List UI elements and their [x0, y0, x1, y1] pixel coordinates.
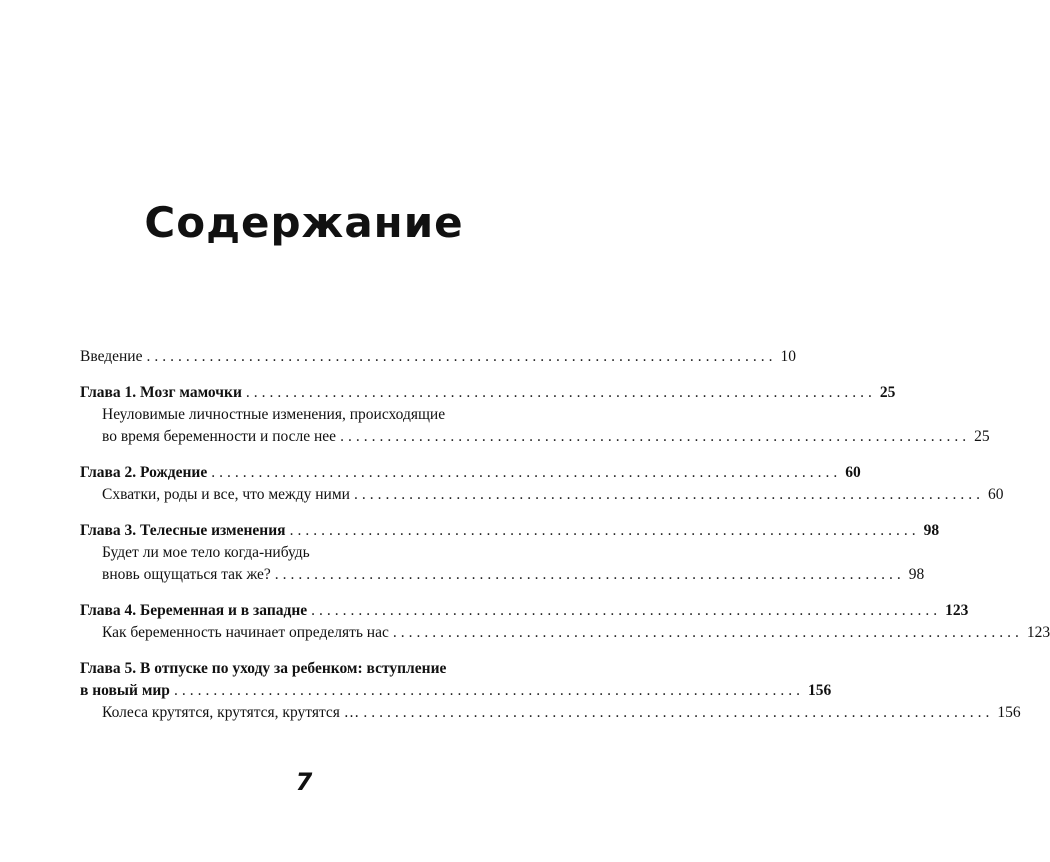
toc-entry-text: Будет ли мое тело когда-нибудь	[102, 544, 310, 561]
toc-entry-text: Глава 4. Беременная и в западне	[80, 602, 308, 619]
toc-entry-chapter-4	[80, 600, 969, 622]
toc-entry-page: 98	[908, 566, 925, 583]
toc-entry-text: Глава 1. Мозг мамочки	[80, 384, 242, 401]
toc-entry-chapter-1	[80, 382, 896, 404]
toc-entry-chapter-2	[80, 462, 861, 484]
toc-subentry-chapter-3-line2	[80, 564, 925, 586]
toc-entry-text: Как беременность начинает определять нас	[102, 624, 389, 641]
toc-entry-page: 10	[780, 348, 796, 365]
toc-entry-chapter-5-line2	[80, 680, 832, 702]
leader-dots: ................................................................................	[245, 384, 876, 401]
leader-dots: ................................................................................	[363, 704, 994, 721]
page-number: 7	[295, 768, 313, 796]
toc-entry-text: во время беременности и после нее	[102, 428, 337, 445]
toc-entry-page: 156	[997, 704, 1021, 721]
toc-entry-page: 156	[807, 682, 832, 699]
toc-entry-text: Глава 5. В отпуске по уходу за ребенком: вступление	[80, 660, 447, 677]
toc-entry-page: 25	[879, 384, 896, 401]
leader-dots: ................................................................................	[173, 682, 804, 699]
toc-entry-page: 98	[923, 522, 940, 539]
leader-dots: ................................................................................	[274, 566, 905, 583]
toc-subentry-chapter-3-line1	[80, 542, 508, 564]
toc-entry-page: 60	[987, 486, 1004, 503]
toc-entry-chapter-5-line1	[80, 658, 508, 680]
table-of-contents	[80, 346, 1050, 724]
toc-subentry-chapter-1-line1	[80, 404, 508, 426]
leader-dots: ................................................................................	[311, 602, 942, 619]
toc-entry-text: вновь ощущаться так же?	[102, 566, 271, 583]
leader-dots: ................................................................................	[289, 522, 920, 539]
toc-entry-text: Глава 3. Телесные изменения	[80, 522, 286, 539]
leader-dots: ................................................................................	[211, 464, 842, 481]
toc-subentry-chapter-5	[80, 702, 1021, 724]
page-title: Содержание	[144, 198, 464, 247]
toc-subentry-chapter-4	[80, 622, 1050, 644]
toc-entry-text: Схватки, роды и все, что между ними	[102, 486, 350, 503]
toc-entry-text: Неуловимые личностные изменения, происходящие	[102, 406, 446, 423]
toc-entry-page: 60	[845, 464, 861, 481]
leader-dots: ................................................................................	[392, 624, 1023, 641]
toc-entry-page: 123	[945, 602, 969, 619]
toc-entry-page: 123	[1026, 624, 1050, 641]
leader-dots: ................................................................................	[353, 486, 984, 503]
toc-entry-page: 25	[974, 428, 990, 445]
leader-dots: ................................................................................	[146, 348, 777, 365]
toc-entry-intro	[80, 346, 796, 368]
toc-subentry-chapter-1-line2	[80, 426, 990, 448]
toc-entry-text: в новый мир	[80, 682, 170, 699]
toc-subentry-chapter-2	[80, 484, 1004, 506]
toc-entry-text: Глава 2. Рождение	[80, 464, 208, 481]
toc-entry-text: Колеса крутятся, крутятся, крутятся …	[102, 704, 360, 721]
toc-entry-text: Введение	[80, 348, 143, 365]
leader-dots: ................................................................................	[340, 428, 971, 445]
toc-entry-chapter-3	[80, 520, 940, 542]
